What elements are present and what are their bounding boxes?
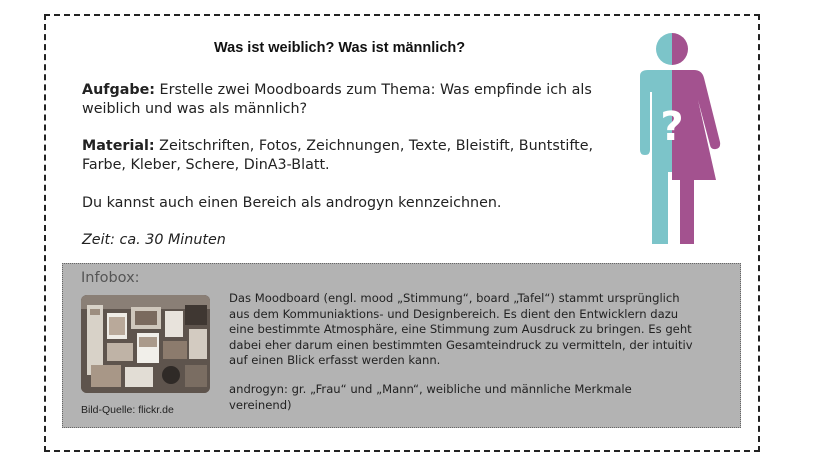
definition-line: Das Moodboard (engl. mood „Stimmung“, board „Tafel“) stammt ursprünglich — [229, 291, 680, 305]
moodboard-definition — [229, 291, 729, 369]
material-label: Material: — [82, 138, 155, 154]
androgyn-note: Du kannst auch einen Bereich als androgyn kennzeichnen. — [82, 195, 502, 211]
image-source-caption: Bild-Quelle: flickr.de — [81, 404, 174, 416]
definition-line: androgyn: gr. „Frau“ und „Mann“, weibliche und männliche Merkmale — [229, 382, 632, 396]
aufgabe-label: Aufgabe: — [82, 82, 155, 98]
definition-line: auf einen Blick erfasst werden kann. — [229, 353, 441, 367]
material-text-line1: Zeitschriften, Fotos, Zeichnungen, Texte, Bleistift, Buntstifte, — [159, 138, 594, 154]
aufgabe-text-line2: weiblich und was als männlich? — [82, 101, 308, 117]
definition-line: vereinend) — [229, 397, 292, 412]
material-list — [82, 137, 622, 175]
definition-line: eine bestimmte Atmosphäre, eine Stimmung zum Ausdruck zu bringen. Es geht — [229, 322, 692, 336]
time-estimate: Zeit: ca. 30 Minuten — [82, 232, 226, 248]
material-text-line2: Farbe, Kleber, Schere, DinA3-Blatt. — [82, 157, 330, 173]
page-title: Was ist weiblich? Was ist männlich? — [214, 40, 466, 56]
androgyn-definition — [229, 382, 729, 413]
question-mark-symbol: ? — [660, 104, 684, 150]
half-male-half-female-question-icon — [620, 32, 724, 246]
aufgabe-text-line1: Erstelle zwei Moodboards zum Thema: Was empfinde ich als — [159, 82, 592, 98]
task-description — [82, 81, 622, 119]
definition-line: dabei eher darum einen bestimmten Gesamteindruck zu vermitteln, der intuitiv — [229, 337, 693, 352]
moodboard-photo — [81, 295, 210, 393]
infobox-title: Infobox: — [81, 270, 140, 286]
definition-line: aus dem Kommuniaktions- und Designbereich. Es dient den Entwicklern dazu — [229, 306, 679, 321]
